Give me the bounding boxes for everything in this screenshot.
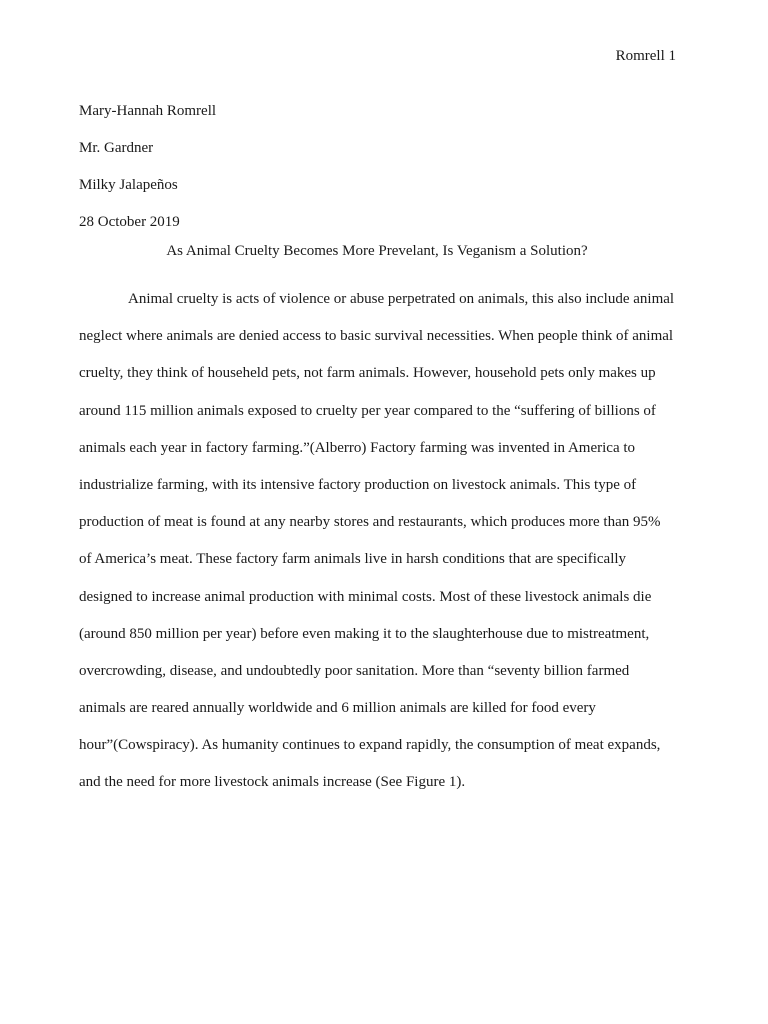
paragraph-line: overcrowding, disease, and undoubtedly poor sanitation. More than “seventy billion farmed <box>79 662 630 679</box>
course-name: Milky Jalapeños <box>79 177 178 193</box>
paragraph-line: animals each year in factory farming.”(Alberro) Factory farming was invented in America to <box>79 439 636 456</box>
paragraph-line: animals are reared annually worldwide and 6 million animals are killed for food every <box>79 700 596 717</box>
body-paragraph <box>79 281 681 802</box>
author-name: Mary-Hannah Romrell <box>79 103 217 119</box>
paragraph-line: (around 850 million per year) before even making it to the slaughterhouse due to mistreatment, <box>79 625 650 642</box>
paper-date: 28 October 2019 <box>79 214 180 230</box>
paragraph-line: cruelty, they think of househeld pets, not farm animals. However, household pets only makes up <box>79 365 656 382</box>
paragraph-line: of America’s meat. These factory farm animals live in harsh conditions that are specifically <box>79 551 627 568</box>
instructor-name: Mr. Gardner <box>79 140 154 156</box>
paragraph-line: industrialize farming, with its intensive factory production on livestock animals. This type of <box>79 476 637 493</box>
paragraph-line: and the need for more livestock animals increase (See Figure 1). <box>79 774 466 791</box>
paragraph-line: production of meat is found at any nearby stores and restaurants, which produces more than 95% <box>79 514 661 531</box>
paper-title: As Animal Cruelty Becomes More Prevelant, Is Veganism a Solution? <box>166 243 588 259</box>
paragraph-line: neglect where animals are denied access to basic survival necessities. When people think of animal <box>79 328 674 345</box>
running-head: Romrell 1 <box>615 48 676 64</box>
paragraph-line: around 115 million animals exposed to cruelty per year compared to the “suffering of billions of <box>79 402 656 419</box>
paragraph-line: hour”(Cowspiracy). As humanity continues to expand rapidly, the consumption of meat expands, <box>79 737 661 754</box>
paragraph-line: designed to increase animal production with minimal costs. Most of these livestock animals die <box>79 588 652 605</box>
paragraph-line: Animal cruelty is acts of violence or abuse perpetrated on animals, this also include animal <box>128 291 675 307</box>
mla-heading <box>79 93 689 241</box>
